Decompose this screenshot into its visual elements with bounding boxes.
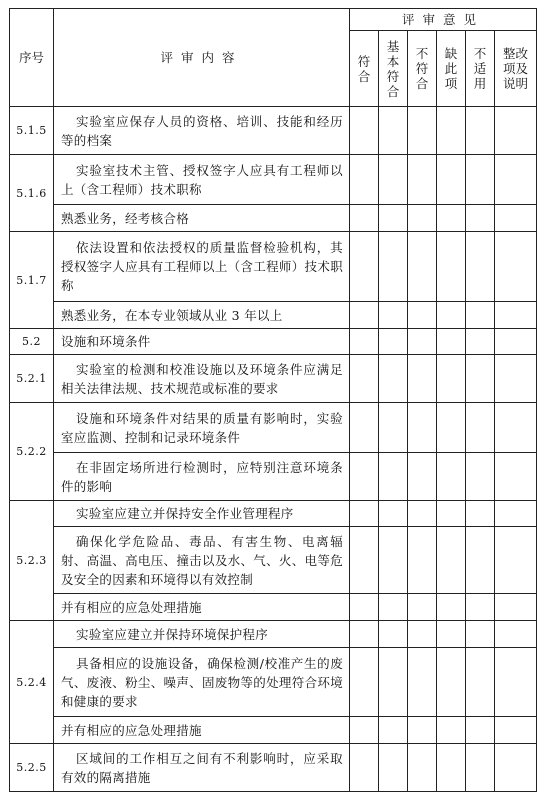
header-opinion: 评审意见 bbox=[350, 9, 537, 31]
table-row bbox=[10, 594, 537, 621]
table-row bbox=[10, 527, 537, 594]
row-number: 5.2.1 bbox=[10, 355, 54, 403]
row-content: 依法设置和依法授权的质量监督检验机构，其授权签字人应具有工程师以上（含工程师）技术职称 bbox=[54, 232, 350, 302]
table-row bbox=[10, 232, 537, 302]
header-col-conform: 符合 bbox=[357, 53, 371, 84]
header-seq: 序号 bbox=[10, 9, 54, 107]
row-number: 5.1.7 bbox=[10, 232, 54, 329]
table-row bbox=[10, 205, 537, 232]
row-number: 5.1.6 bbox=[10, 155, 54, 232]
table-row bbox=[10, 744, 537, 792]
header-col-rectify: 整改项及说明 bbox=[503, 46, 529, 91]
table-row bbox=[10, 717, 537, 744]
row-content: 确保化学危险品、毒品、有害生物、电离辐射、高温、高电压、撞击以及水、气、火、电等危及安全的因素和环境得以有效控制 bbox=[54, 527, 350, 594]
row-content: 熟悉业务，经考核合格 bbox=[54, 205, 350, 232]
row-number: 5.2.4 bbox=[10, 621, 54, 744]
table-row bbox=[10, 453, 537, 501]
header-content: 评审内容 bbox=[54, 9, 350, 107]
table-row bbox=[10, 621, 537, 648]
row-number: 5.2.3 bbox=[10, 501, 54, 621]
row-number: 5.2.2 bbox=[10, 403, 54, 501]
table-row bbox=[10, 302, 537, 329]
header-col-na: 不适用 bbox=[473, 46, 487, 91]
row-content: 熟悉业务，在本专业领域从业 3 年以上 bbox=[54, 302, 350, 329]
row-content: 具备相应的设施设备，确保检测/校准产生的废气、废液、粉尘、噪声、固废物等的处理符合环境和健康的要求 bbox=[54, 648, 350, 717]
row-content: 设施和环境条件 bbox=[54, 329, 350, 355]
table-row bbox=[10, 501, 537, 527]
table-row bbox=[10, 329, 537, 355]
header-col-missing: 缺此项 bbox=[444, 46, 458, 91]
row-content: 在非固定场所进行检测时，应特别注意环境条件的影响 bbox=[54, 453, 350, 501]
table-row bbox=[10, 648, 537, 717]
row-content: 实验室技术主管、授权签字人应具有工程师以上（含工程师）技术职称 bbox=[54, 155, 350, 205]
review-table bbox=[9, 8, 537, 792]
row-content: 实验室的检测和校准设施以及环境条件应满足相关法律法规、技术规范或标准的要求 bbox=[54, 355, 350, 403]
row-content: 实验室应建立并保持安全作业管理程序 bbox=[54, 501, 350, 527]
row-number: 5.2 bbox=[10, 329, 54, 355]
table-row bbox=[10, 355, 537, 403]
table-row bbox=[10, 155, 537, 205]
row-content: 实验室应建立并保持环境保护程序 bbox=[54, 621, 350, 648]
row-number: 5.1.5 bbox=[10, 107, 54, 155]
row-content: 并有相应的应急处理措施 bbox=[54, 594, 350, 621]
header-col-nonconform: 不符合 bbox=[415, 46, 429, 91]
table-row bbox=[10, 403, 537, 453]
row-content: 区域间的工作相互之间有不利影响时，应采取有效的隔离措施 bbox=[54, 744, 350, 792]
table-row bbox=[10, 107, 537, 155]
row-number: 5.2.5 bbox=[10, 744, 54, 792]
row-content: 并有相应的应急处理措施 bbox=[54, 717, 350, 744]
header-col-basic-conform: 基本符合 bbox=[386, 38, 400, 99]
row-content: 实验室应保存人员的资格、培训、技能和经历等的档案 bbox=[54, 107, 350, 155]
row-content: 设施和环境条件对结果的质量有影响时，实验室应监测、控制和记录环境条件 bbox=[54, 403, 350, 453]
